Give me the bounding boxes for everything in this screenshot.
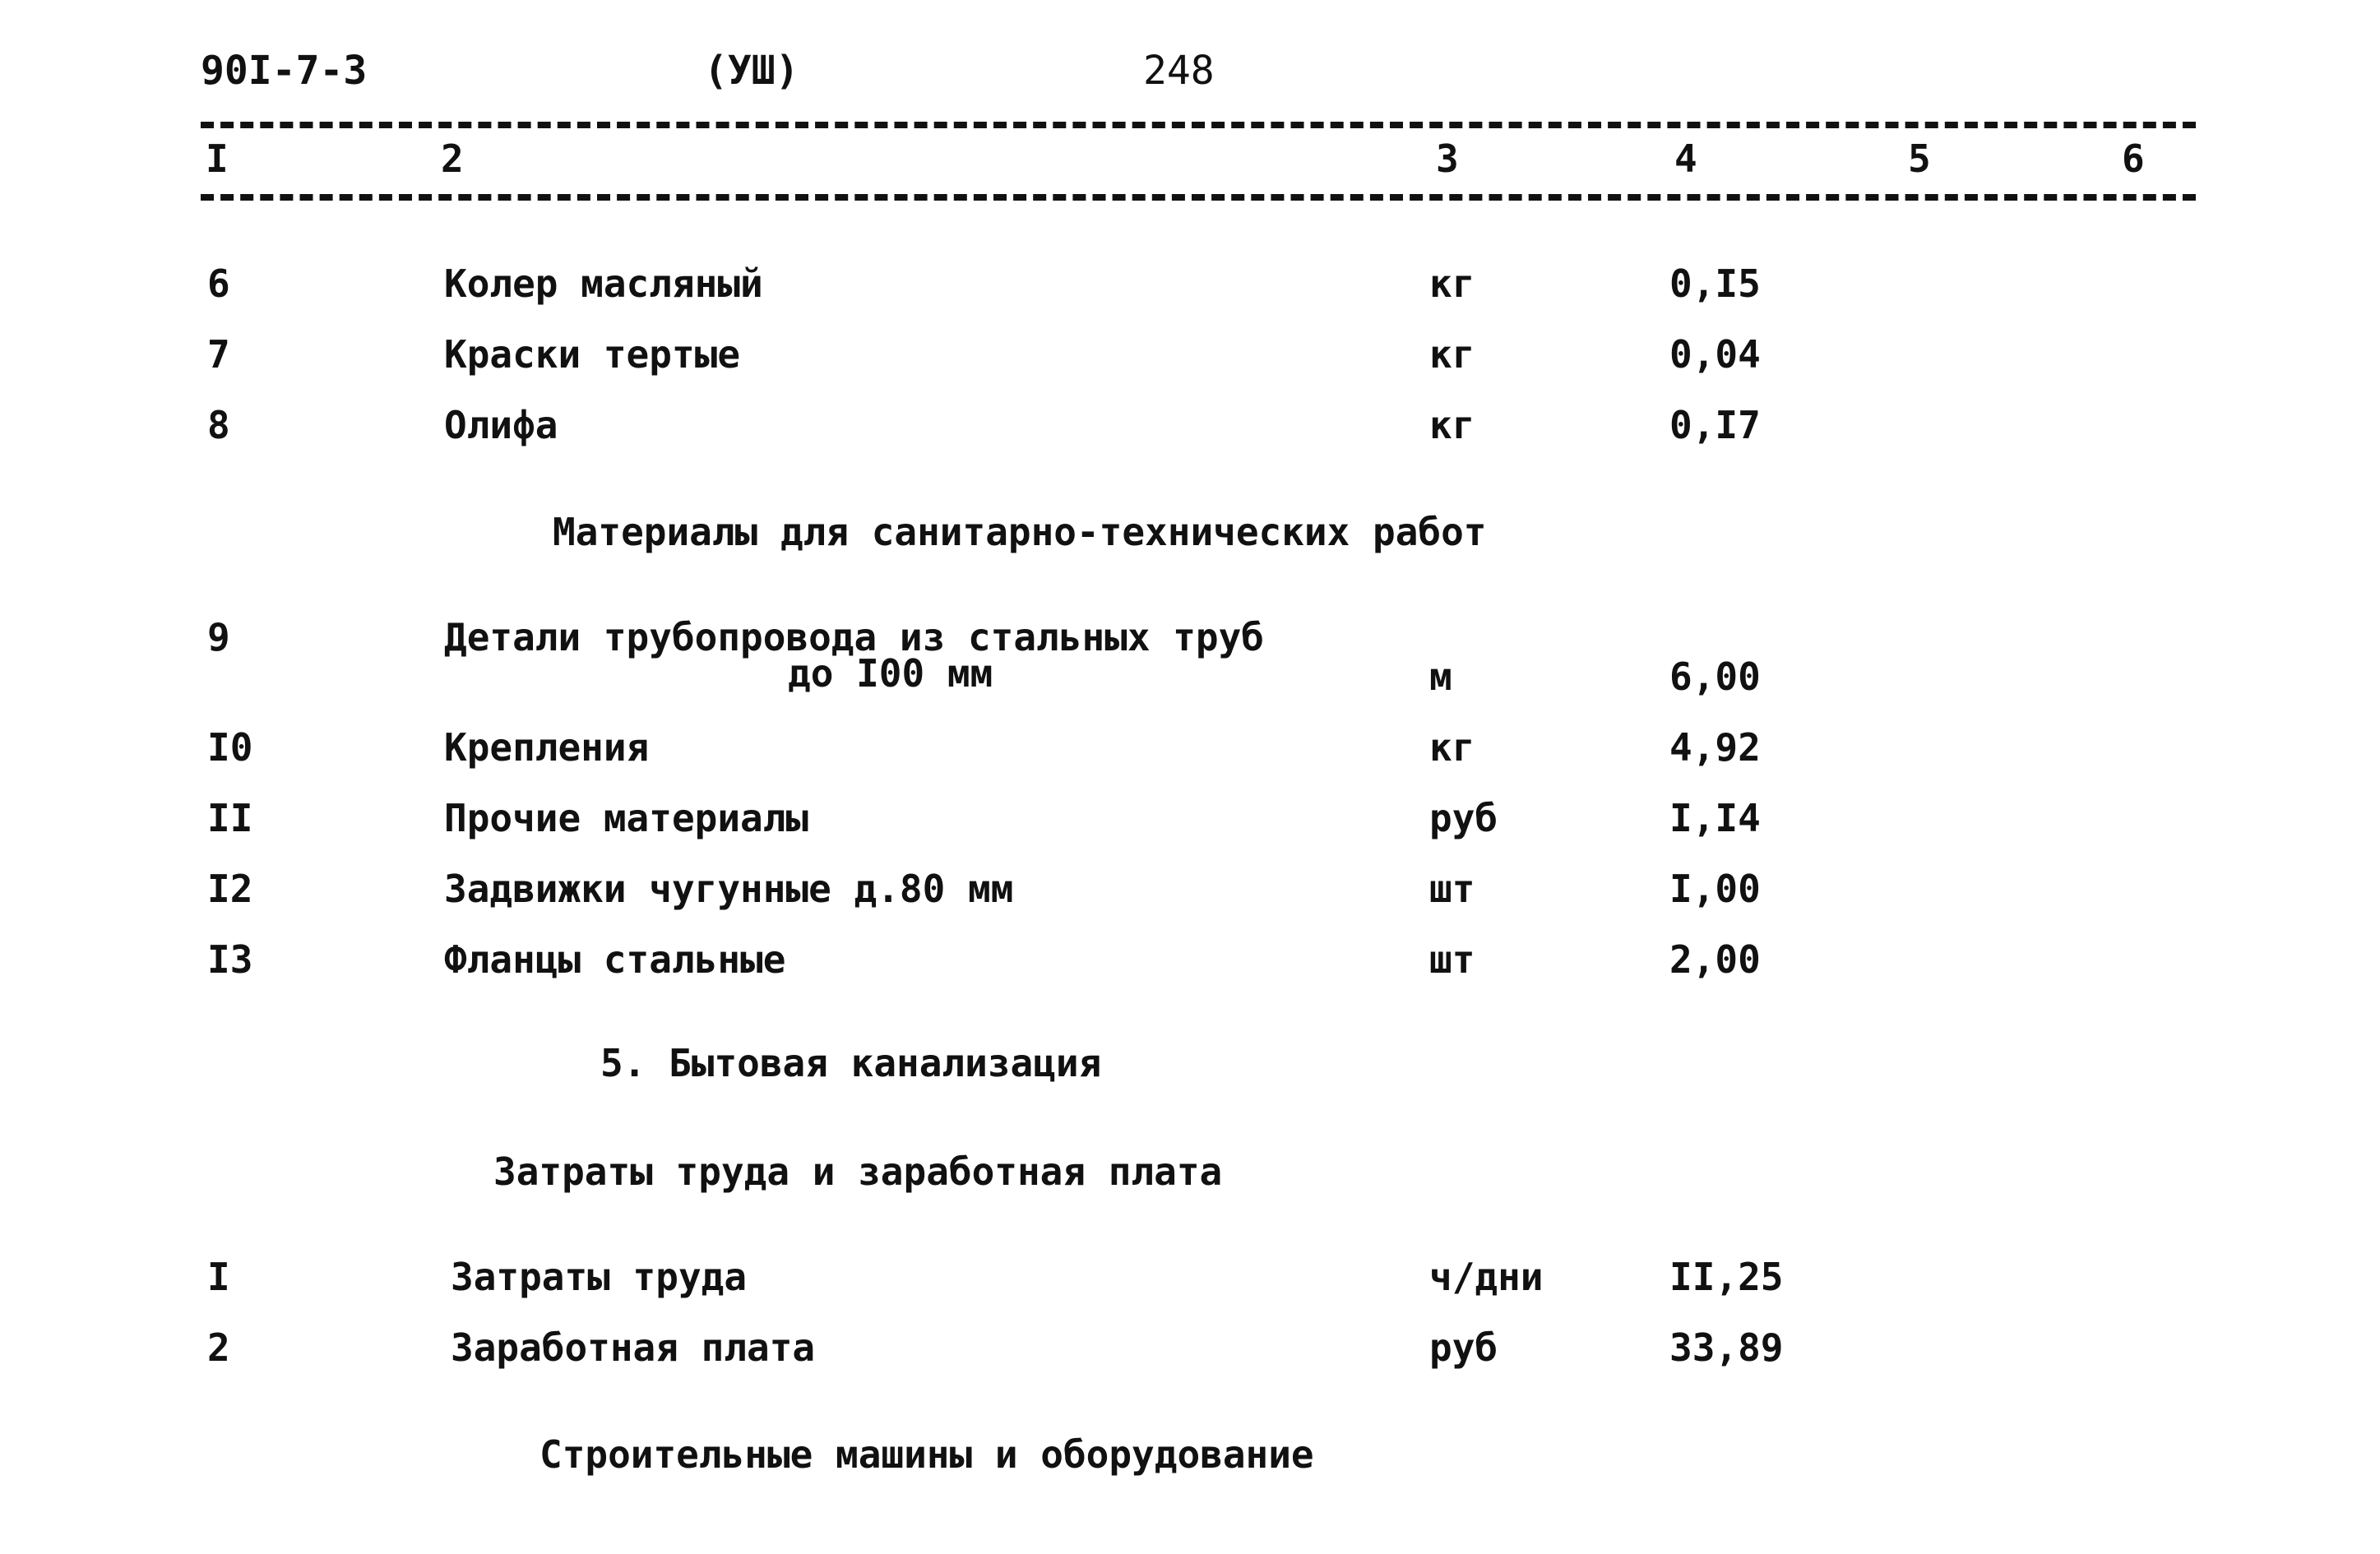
row-unit: м (1429, 654, 1452, 699)
row-name: Фланцы стальные (444, 937, 786, 982)
row-number: II (207, 796, 253, 840)
section-heading-sanitary: Материалы для санитарно-технических работ (553, 510, 1487, 554)
row-unit: руб (1429, 796, 1498, 840)
row-unit: ч/дни (1429, 1255, 1544, 1299)
album-number: (УШ) (704, 48, 799, 94)
section-heading-machines: Строительные машины и оборудование (539, 1432, 1314, 1477)
column-header-6: 6 (2122, 136, 2145, 181)
column-header-1: I (206, 136, 229, 181)
row-unit: кг (1429, 403, 1475, 447)
row-quantity: 4,92 (1669, 725, 1761, 770)
row-unit: руб (1429, 1325, 1498, 1370)
row-number: 7 (207, 332, 230, 377)
header-rule-bottom (201, 194, 2196, 201)
row-unit: кг (1429, 261, 1475, 306)
row-quantity: 2,00 (1669, 937, 1761, 982)
column-header-2: 2 (441, 136, 464, 181)
row-quantity: 33,89 (1669, 1325, 1784, 1370)
row-name: Колер масляный (444, 261, 763, 306)
section-heading-sewage: 5. Бытовая канализация (600, 1041, 1102, 1085)
row-name: Заработная плата (451, 1325, 816, 1370)
doc-code: 90I-7-3 (201, 48, 368, 94)
row-name-line2: до I00 мм (788, 651, 993, 696)
row-number: I0 (207, 725, 253, 770)
row-name: Прочие материалы (444, 796, 809, 840)
column-header-4: 4 (1674, 136, 1697, 181)
row-name: Крепления (444, 725, 650, 770)
column-header-5: 5 (1908, 136, 1931, 181)
row-name: Краски тертые (444, 332, 741, 377)
row-name: Задвижки чугунные д.80 мм (444, 867, 1014, 911)
row-unit: кг (1429, 725, 1475, 770)
row-number: 8 (207, 403, 230, 447)
row-number: 9 (207, 615, 230, 659)
row-quantity: 6,00 (1669, 654, 1761, 699)
row-number: I3 (207, 937, 253, 982)
section-heading-labor: Затраты труда и заработная плата (493, 1149, 1223, 1194)
row-number: I2 (207, 867, 253, 911)
column-header-3: 3 (1436, 136, 1459, 181)
row-quantity: 0,I5 (1669, 261, 1761, 306)
row-quantity: 0,04 (1669, 332, 1761, 377)
row-quantity: I,I4 (1669, 796, 1761, 840)
row-unit: шт (1429, 867, 1475, 911)
row-number: 6 (207, 261, 230, 306)
row-quantity: 0,I7 (1669, 403, 1761, 447)
row-name: Затраты труда (451, 1255, 748, 1299)
row-quantity: II,25 (1669, 1255, 1784, 1299)
row-unit: кг (1429, 332, 1475, 377)
row-quantity: I,00 (1669, 867, 1761, 911)
row-number: I (207, 1255, 230, 1299)
row-name-line1: Детали трубопровода из стальных труб (444, 615, 1264, 659)
row-number: 2 (207, 1325, 230, 1370)
row-name: Олифа (444, 403, 558, 447)
page-number: 248 (1143, 48, 1215, 94)
row-unit: шт (1429, 937, 1475, 982)
header-rule-top (201, 122, 2196, 128)
